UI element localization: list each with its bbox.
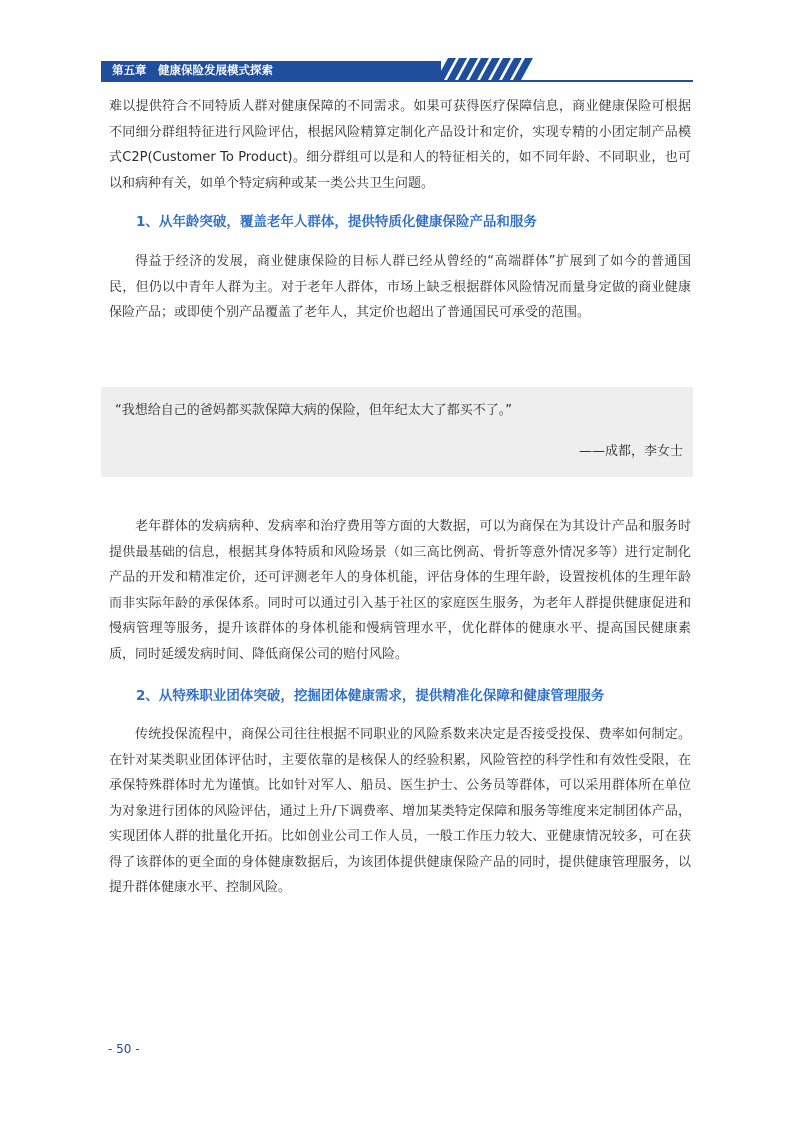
page-number: - 50 - [108, 1042, 140, 1056]
occupation-paragraph: 传统投保流程中，商保公司往往根据不同职业的风险系数来决定是否接受投保、费率如何制定。在针对某类职业团体评估时，主要依靠的是核保人的经验积累，风险管控的科学性和有效性受限，在承保特殊群体时尤为谨慎。比如针对军人、船员、医生护士、公务员等群体，可以采用群体所在单位为对象进行团体的风险评估，通过上升/下调费率、增加某类特定保障和服务等维度来定制团体产品，实现团体人群的批量化开拓。比如创业公司工作人员，一般工作压力较大、亚健康情况较多，可在获得了该群体的更全面的身体健康数据后，为该团体提供健康保险产品的同时，提供健康管理服务，以提升群体健康水平、控制风险。 [109, 727, 691, 895]
section-heading-occupation: 2、从特殊职业团体突破，挖掘团体健康需求，提供精准化保障和健康管理服务 [136, 688, 605, 704]
quote-box [101, 387, 693, 477]
header-stripes-decoration [436, 56, 540, 82]
elderly-paragraph: 老年群体的发病病种、发病率和治疗费用等方面的大数据，可以为商保在为其设计产品和服务时提供最基础的信息，根据其身体特质和风险场景（如三高比例高、骨折等意外情况多等）进行定制化产品的开发和精准定价，还可评测老年人的身体机能，评估身体的生理年龄，设置按机体的生理年龄而非实际年龄的承保体系。同时可以通过引入基于社区的家庭医生服务，为老年人群提供健康促进和慢病管理等服务，提升该群体的身体机能和慢病管理水平，优化群体的健康水平、提高国民健康素质，同时延缓发病时间、降低商保公司的赔付风险。 [109, 519, 691, 662]
age-paragraph: 得益于经济的发展，商业健康保险的目标人群已经从曾经的“高端群体”扩展到了如今的普通国民，但仍以中青年人群为主。对于老年人群体，市场上缺乏根据群体风险情况而量身定做的商业健康保险产品；或即使个别产品覆盖了老年人，其定价也超出了普通国民可承受的范围。 [109, 254, 691, 320]
section-heading-age: 1、从年龄突破，覆盖老年人群体，提供特质化健康保险产品和服务 [136, 214, 537, 230]
intro-paragraph: 难以提供符合不同特质人群对健康保障的不同需求。如果可获得医疗保障信息，商业健康保险可根据不同细分群组特征进行风险评估，根据风险精算定制化产品设计和定价，实现专精的小团定制产品模式C2P(Customer To Product)。细分群组可以是和人的特征相关的，如不同年龄、不同职业，也可以和病种有关，如单个特定病种或某一类公共卫生问题。 [109, 99, 691, 191]
quote-text: “我想给自己的爸妈都买款保障大病的保险，但年纪太大了都买不了。” [115, 403, 512, 418]
header-divider [101, 80, 693, 82]
chapter-title: 第五章 健康保险发展模式探索 [112, 63, 273, 77]
quote-source: ——成都，李女士 [578, 444, 683, 459]
